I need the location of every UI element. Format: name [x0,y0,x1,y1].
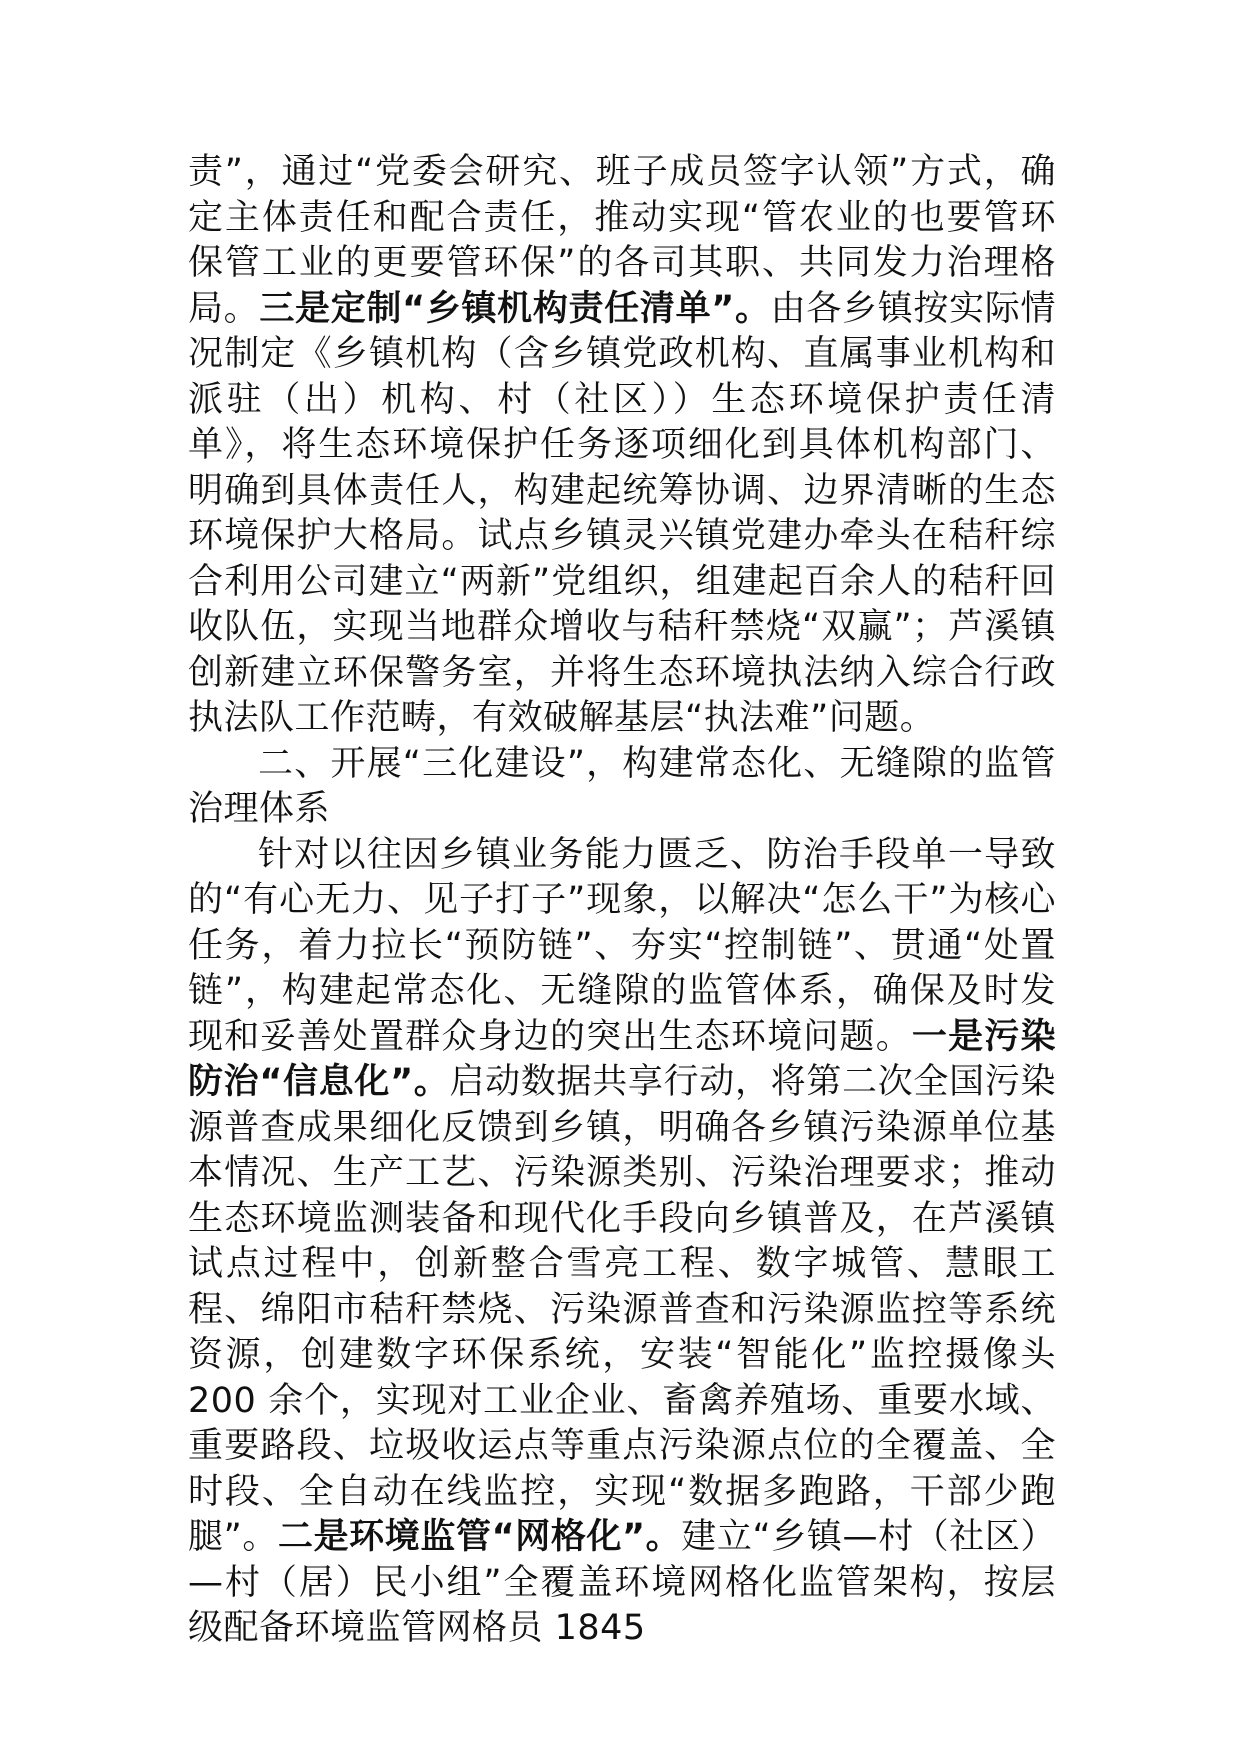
bold-heading: 二是环境监管“网格化”。 [277,1517,682,1557]
paragraph [188,833,1056,1652]
section-heading-text: 二、开展“三化建设”，构建常态化、无缝隙的监管治理体系 [188,743,1056,829]
paragraph [188,150,1056,742]
paragraph-text: 针对以往因乡镇业务能力匮乏、防治手段单一导致的“有心无力、见子打子”现象，以解决“怎么干”为核心任务，着力拉长“预防链”、夯实“控制链”、贯通“处置链”，构建起常态化、无缝隙的监管体系，确保及时发现和妥善处置群众身边的突出生态环境问题。 [188,834,1057,1057]
paragraph-text: 责”，通过“党委会研究、班子成员签字认领”方式，确定主体责任和配合责任，推动实现“管农业的也要管环保管工业的更要管环保”的各司其职、共同发力治理格局。 [188,152,1056,329]
document-page [188,150,1056,1652]
paragraph-text: 由各乡镇按实际情况制定《乡镇机构（含乡镇党政机构、直属事业机构和派驻（出）机构、村（社区））生态环境保护责任清单》，将生态环境保护任务逐项细化到具体机构部门、明确到具体责任人，构建起统筹协调、边界清晰的生态环境保护大格局。试点乡镇灵兴镇党建办牵头在秸秆综合利用公司建立“两新”党组织，组建起百余人的秸秆回收队伍，实现当地群众增收与秸秆禁烧“双赢”；芦溪镇创新建立环保警务室，并将生态环境执法纳入综合行政执法队工作范畴，有效破解基层“执法难”问题。 [188,288,1056,738]
section-heading [188,742,1056,833]
paragraph-text: 建立“乡镇—村（社区）—村（居）民小组”全覆盖环境网格化监管架构，按层级配备环境监管网格员 1845 [188,1517,1056,1648]
paragraph-text: 启动数据共享行动，将第二次全国污染源普查成果细化反馈到乡镇，明确各乡镇污染源单位基本情况、生产工艺、污染源类别、污染治理要求；推动生态环境监测装备和现代化手段向乡镇普及，在芦溪镇试点过程中，创新整合雪亮工程、数字城管、慧眼工程、绵阳市秸秆禁烧、污染源普查和污染源监控等系统资源，创建数字环保系统，安装“智能化”监控摄像头 200 余个，实现对工业企业、畜禽养殖场、重要水域、重要路段、垃圾收运点等重点污染源点位的全覆盖、全时段、全自动在线监控，实现“数据多跑路，干部少跑腿”。 [188,1062,1056,1557]
bold-heading: 三是定制“乡镇机构责任清单”。 [259,288,771,329]
bold-heading: 一是污染防治“信息化”。 [188,1016,1056,1102]
